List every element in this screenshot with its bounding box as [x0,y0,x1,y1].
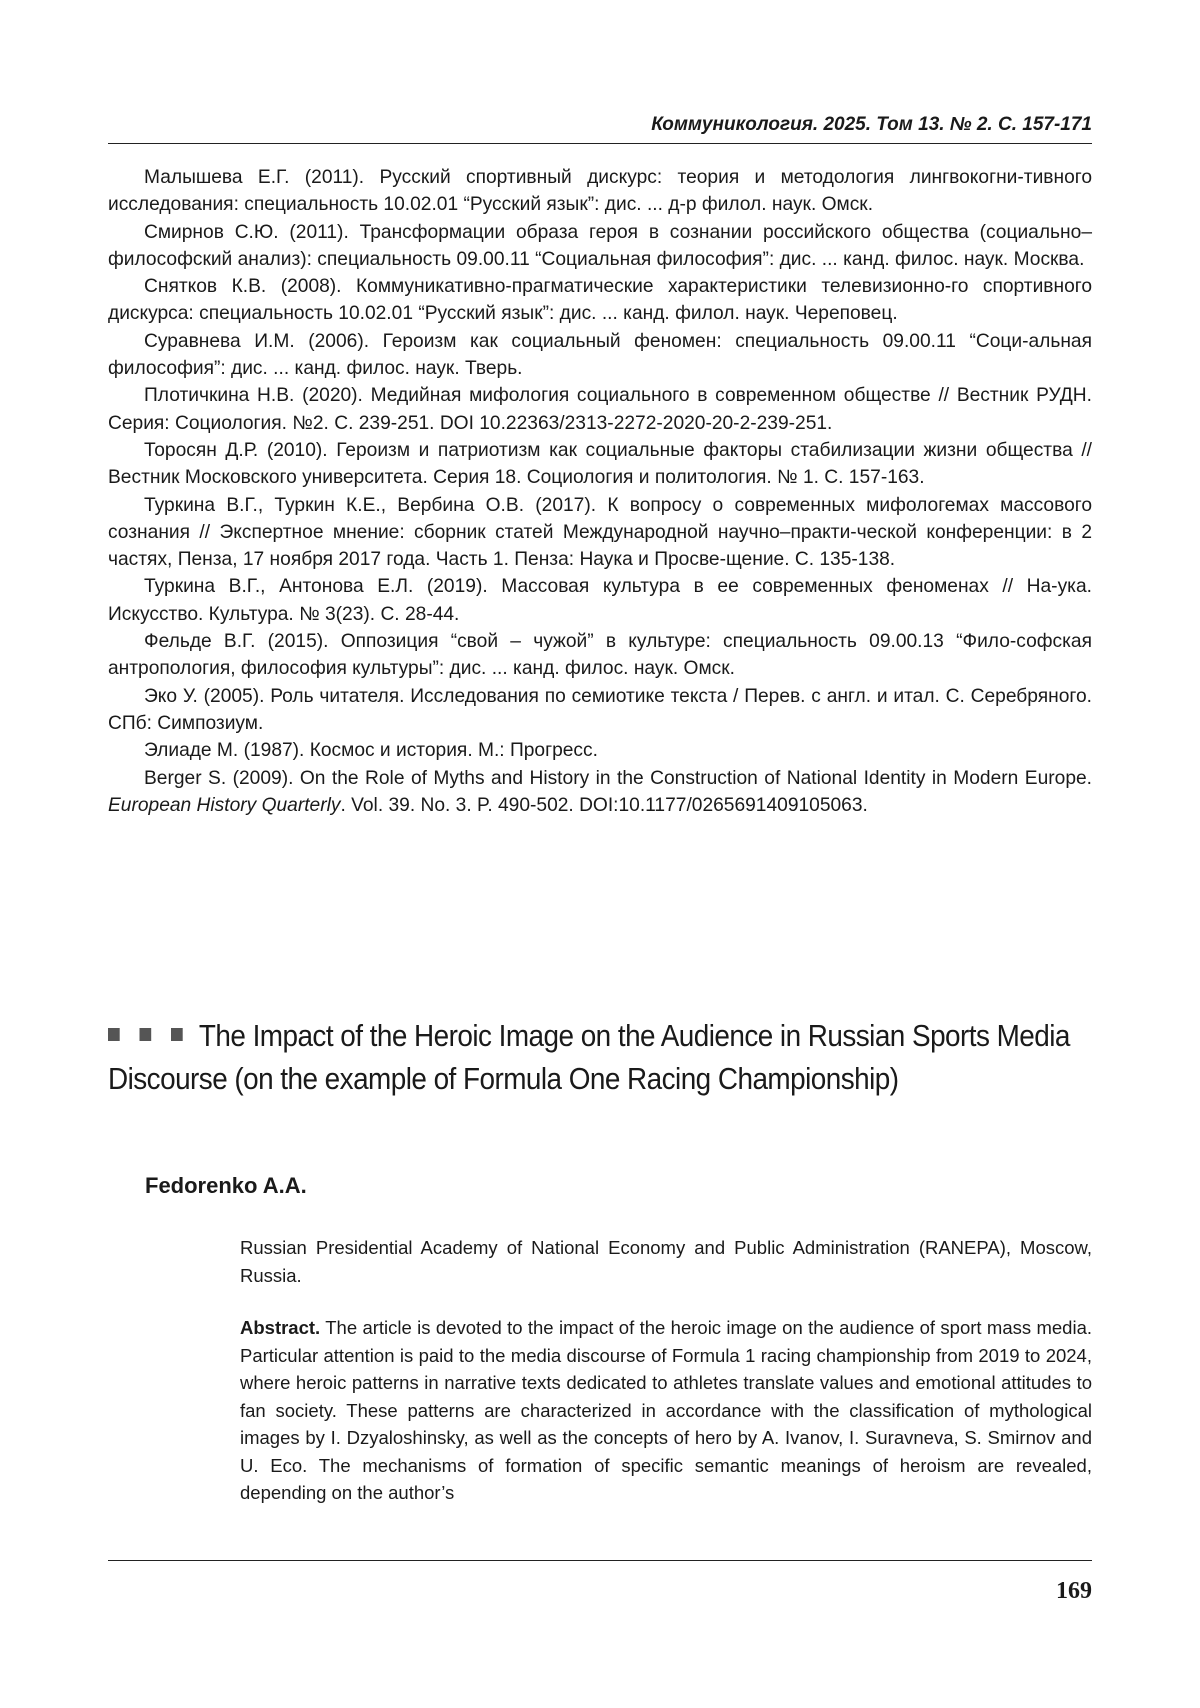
reference-item-berger [108,765,1092,820]
article-title-text: The Impact of the Heroic Image on the Audience in Russian Sports Media Discourse (on the example of Formula One Racing Championship) [108,1018,1070,1096]
reference-item: Элиаде М. (1987). Космос и история. М.: Прогресс. [144,740,598,762]
reference-list [108,164,1092,819]
header-rule [108,143,1092,144]
author-affiliation: Russian Presidential Academy of National Economy and Public Administration (RANEPA), Moscow, Russia. [240,1237,1092,1286]
reference-berger-after: . Vol. 39. No. 3. P. 490-502. DOI:10.1177/0265691409105063. [340,794,868,816]
page-number: 169 [1056,1578,1092,1604]
running-head: Коммуникология. 2025. Том 13. № 2. С. 157-171 [651,114,1092,135]
reference-item: Туркина В.Г., Антонова Е.Л. (2019). Массовая культура в ее современных феноменах // На-ука. Искусство. Культура. № 3(23). С. 28-44. [108,576,1092,625]
reference-item: Торосян Д.Р. (2010). Героизм и патриотизм как социальные факторы стабилизации жизни общества // Вестник Московского университета. Серия 18. Социология и политология. № 1. С. 157-163. [108,439,1092,489]
reference-item: Фельде В.Г. (2015). Оппозиция “свой – чужой” в культуре: специальность 09.00.13 “Фило-софская антропология, философия культуры”: дис. ... канд. филос. наук. Омск. [108,631,1092,680]
abstract-label: Abstract. [240,1317,321,1338]
reference-item: Эко У. (2005). Роль читателя. Исследования по семиотике текста / Перев. с англ. и итал. С. Серебряного. СПб: Симпозиум. [108,685,1092,734]
reference-item: Туркина В.Г., Туркин К.Е., Вербина О.В. (2017). К вопросу о современных мифологемах массового сознания // Экспертное мнение: сборник статей Международной научно–практи-ческой конференции: в 2 частях, Пенза, 17 ноября 2017 года. Часть 1. Пенза: Наука и Просве-щение. С. 135-138. [108,494,1092,571]
reference-item: Суравнева И.М. (2006). Героизм как социальный феномен: специальность 09.00.11 “Соци-альная философия”: дис. ... канд. филос. наук. Тверь. [108,330,1092,380]
square-bullet-icon [171,1028,183,1041]
square-bullet-icon [140,1028,152,1041]
abstract [240,1314,1092,1507]
reference-item: Снятков К.В. (2008). Коммуникативно-прагматические характеристики телевизионно-го спортивного дискурса: специальность 10.02.01 “Русский язык”: дис. ... канд. филол. наук. Череповец. [108,276,1092,325]
reference-berger-before: Berger S. (2009). On the Role of Myths and History in the Construction of National Identity in Modern Europe. [144,767,1092,789]
footer-rule [108,1560,1092,1561]
reference-berger-journal: European History Quarterly [108,794,341,816]
title-bullets [108,1028,183,1041]
article-title [108,1014,1089,1100]
reference-item: Смирнов С.Ю. (2011). Трансформации образа героя в сознании российского общества (социально–философский анализ): специальность 09.00.11 “Социальная философия”: дис. ... канд. филос. наук. Москва. [108,221,1092,270]
square-bullet-icon [108,1028,120,1041]
reference-item: Малышева Е.Г. (2011). Русский спортивный дискурс: теория и методология лингвокогни-тивного исследования: специальность 10.02.01 “Русский язык”: дис. ... д-р филол. наук. Омск. [108,167,1092,216]
reference-item: Плотичкина Н.В. (2020). Медийная мифология социального в современном обществе // Вестник РУДН. Серия: Социология. №2. С. 239-251. DOI 10.22363/2313-2272-2020-20-2-239-251. [108,385,1092,434]
abstract-text: The article is devoted to the impact of the heroic image on the audience of sport mass media. Particular attention is paid to the media discourse of Formula 1 racing championship from 2019 to 2024, where heroic patterns in narrative texts dedicated to athletes translate values and emotional attitudes to fan society. These patterns are characterized in accordance with the classification of mythological images by I. Dzyaloshinsky, as well as the concepts of hero by A. Ivanov, I. Suravneva, S. Smirnov and U. Eco. The mechanisms of formation of specific semantic meanings of heroism are revealed, depending on the author’s [240,1317,1092,1503]
article-author: Fedorenko A.A. [145,1173,307,1198]
